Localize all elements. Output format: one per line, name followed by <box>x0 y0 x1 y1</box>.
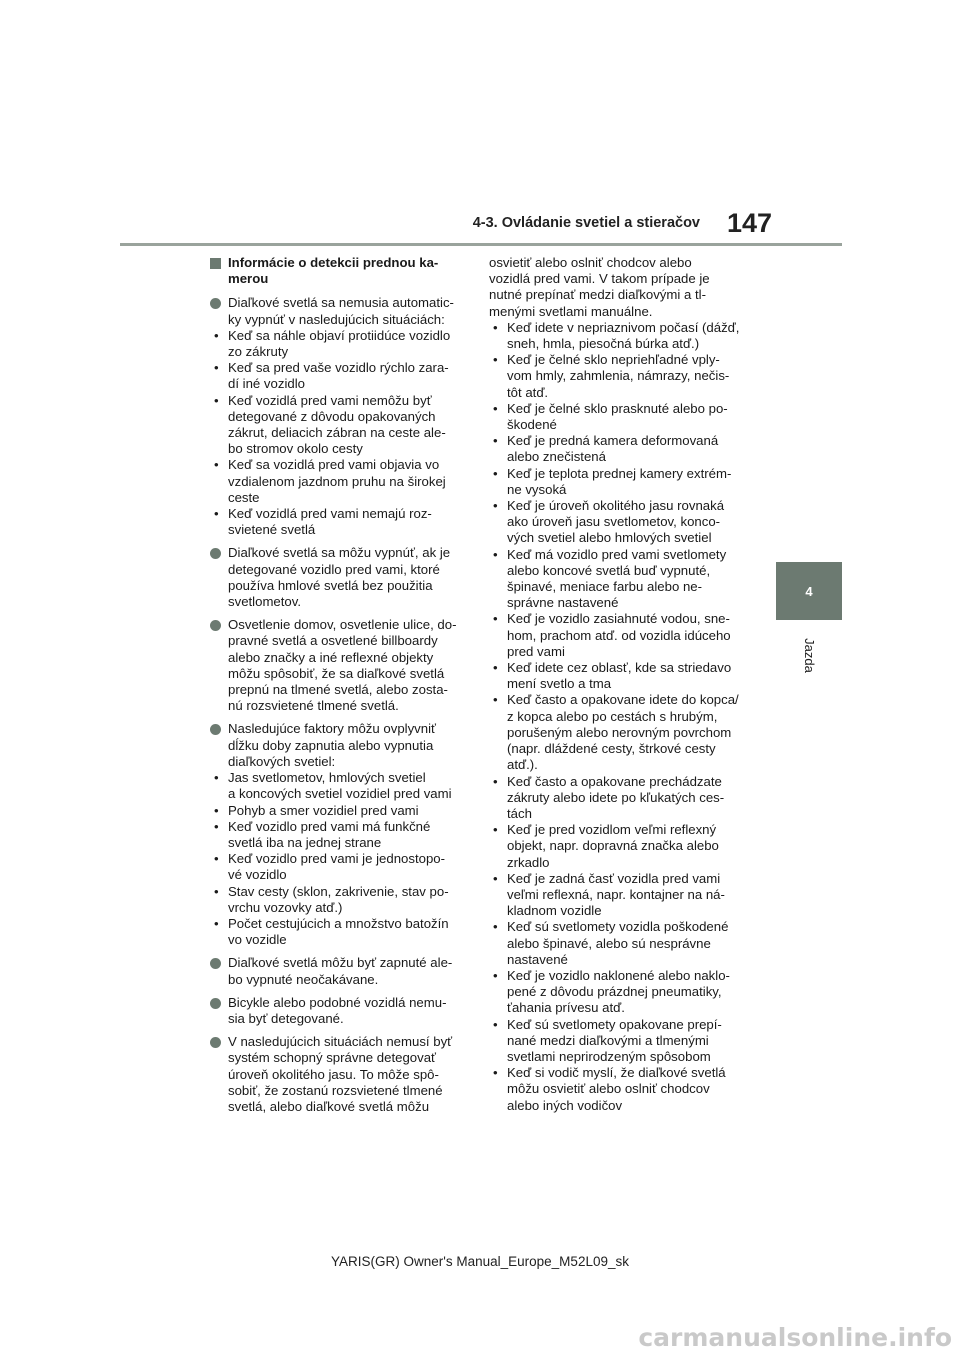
bullet-icon: • <box>493 1016 498 1032</box>
list-item-text: Keď sú svetlomety vozidla poškodené alebo špinavé, alebo sú nesprávne nastavené <box>507 919 729 967</box>
bullet-icon: • <box>493 919 498 935</box>
paragraph-text: Diaľkové svetlá môžu byť zapnuté ale- bo vypnuté neočakávane. <box>228 955 453 987</box>
list-item <box>489 611 751 660</box>
paragraph-block <box>210 617 468 714</box>
bullet-icon: • <box>493 822 498 838</box>
bullet-icon: • <box>493 546 498 562</box>
bullet-icon: • <box>214 883 219 899</box>
bullet-icon: • <box>493 433 498 449</box>
bullet-list <box>210 328 468 539</box>
chapter-label: Jazda <box>801 637 817 673</box>
bullet-icon: • <box>214 457 219 473</box>
bullet-icon: • <box>493 498 498 514</box>
list-item <box>489 320 751 352</box>
bullet-icon: • <box>214 915 219 931</box>
list-item <box>210 360 468 392</box>
list-item-text: Keď je zadná časť vozidla pred vami veľmi reflexná, napr. kontajner na ná- kladnom vozidle <box>507 870 725 919</box>
list-item <box>210 457 468 506</box>
list-item-text: Počet cestujúcich a množstvo batožín vo vozidle <box>228 915 449 948</box>
list-item <box>489 919 751 968</box>
list-item <box>489 1017 751 1066</box>
section-heading <box>210 255 468 287</box>
list-item-text: Keď vozidlo pred vami má funkčné svetlá iba na jednej strane <box>228 818 431 850</box>
paragraph-block <box>210 295 468 538</box>
list-item-text: Jas svetlometov, hmlových svetiel a koncových svetiel vozidiel pred vami <box>228 770 452 802</box>
list-item <box>210 803 468 819</box>
list-item <box>489 401 751 433</box>
paragraph-block <box>210 1034 468 1115</box>
list-item-text: Keď vozidlá pred vami nemajú roz- svietené svetlá <box>228 506 432 538</box>
circle-bullet-icon <box>210 620 221 631</box>
section-heading-text: Informácie o detekcii prednou ka- merou <box>228 255 439 287</box>
paragraph-text: Diaľkové svetlá sa môžu vypnúť, ak je detegované vozidlo pred vami, ktoré používa hmlové svetlá bez použitia svetlometov. <box>228 545 451 610</box>
list-item-text: Keď často a opakovane idete do kopca/ z kopca alebo po cestách s hrubým, porušeným alebo nerovným povrchom (napr. dláždené cesty, štrkové cesty atď.). <box>507 692 739 773</box>
left-blocks <box>210 295 468 1115</box>
header-rule <box>120 243 842 246</box>
list-item <box>489 871 751 920</box>
bullet-icon: • <box>493 967 498 983</box>
list-item <box>489 774 751 823</box>
circle-bullet-icon <box>210 548 221 559</box>
list-item <box>489 433 751 465</box>
list-item <box>210 851 468 883</box>
list-item <box>489 822 751 871</box>
list-item-text: Keď je čelné sklo nepriehľadné vply- vom hmly, zahmlenia, námrazy, nečis- tôt atď. <box>507 352 730 400</box>
list-item-text: Keď je pred vozidlom veľmi reflexný objekt, napr. dopravná značka alebo zrkadlo <box>507 822 719 870</box>
paragraph-block <box>210 995 468 1027</box>
bullet-icon: • <box>493 773 498 789</box>
bullet-icon: • <box>493 660 498 676</box>
bullet-icon: • <box>493 870 498 886</box>
list-item <box>489 352 751 401</box>
watermark: carmanualsonline.info <box>638 1323 952 1352</box>
circle-bullet-icon <box>210 724 221 735</box>
bullet-icon: • <box>214 327 219 343</box>
list-item <box>489 692 751 773</box>
list-item <box>489 660 751 692</box>
bullet-list <box>210 770 468 948</box>
page-number: 147 <box>726 208 772 238</box>
list-item-text: Pohyb a smer vozidiel pred vami <box>228 802 419 818</box>
bullet-icon: • <box>214 818 219 834</box>
list-item-text: Keď sa vozidlá pred vami objavia vo vzdialenom jazdnom pruhu na širokej ceste <box>228 457 446 505</box>
list-item-text: Keď často a opakovane prechádzate zákruty alebo idete po kľukatých ces- tách <box>507 773 725 821</box>
bullet-icon: • <box>493 692 498 708</box>
paragraph-text: Osvetlenie domov, osvetlenie ulice, do- pravné svetlá a osvetlené billboardy alebo značky a iné reflexné objekty môžu spôsobiť, že sa diaľkové svetlá prepnú na tlmené svetlá, alebo zosta- nú rozsvietené tlmené svetlá. <box>228 617 457 714</box>
list-item-text: Keď vozidlá pred vami nemôžu byť detegované z dôvodu opakovaných zákrut, deliacich zábran na ceste ale- bo stromov okolo cesty <box>228 392 446 457</box>
list-item <box>210 328 468 360</box>
right-column <box>489 255 751 1114</box>
list-item-text: Keď sa náhle objaví protiidúce vozidlo zo zákruty <box>228 327 451 360</box>
left-column <box>210 255 468 1122</box>
list-item-text: Keď idete cez oblasť, kde sa striedavo mení svetlo a tma <box>507 660 732 692</box>
right-bullet-list <box>489 320 751 1114</box>
square-bullet-icon <box>210 258 221 269</box>
circle-bullet-icon <box>210 1037 221 1048</box>
paragraph-text: V nasledujúcich situáciách nemusí byť systém schopný správne detegovať úroveň okolitého jasu. To môže spô- sobiť, že zostanú rozsvietené tlmené svetlá, alebo diaľkové svetlá môžu <box>228 1034 453 1114</box>
chapter-tab[interactable] <box>776 562 842 620</box>
list-item-text: Keď vozidlo pred vami je jednostopo- vé vozidlo <box>228 851 446 883</box>
paragraph-text: Diaľkové svetlá sa nemusia automatic- ky vypnúť v nasledujúcich situáciách: <box>228 295 454 327</box>
list-item-text: Keď je vozidlo zasiahnuté vodou, sne- hom, prachom atď. od vozidla idúceho pred vami <box>507 611 731 659</box>
list-item <box>489 466 751 498</box>
list-item-text: Keď je čelné sklo prasknuté alebo po- škodené <box>507 400 728 433</box>
list-item-text: Keď je úroveň okolitého jasu rovnaká ako úroveň jasu svetlometov, konco- vých svetiel alebo hmlových svetiel <box>507 498 725 546</box>
bullet-icon: • <box>214 770 219 786</box>
bullet-icon: • <box>214 851 219 867</box>
paragraph-block <box>210 955 468 987</box>
bullet-icon: • <box>214 506 219 522</box>
list-item-text: Keď si vodič myslí, že diaľkové svetlá môžu osvietiť alebo oslniť chodcov alebo iných vodičov <box>507 1065 726 1113</box>
circle-bullet-icon <box>210 298 221 309</box>
list-item-text: Keď je teplota prednej kamery extrém- ne vysoká <box>507 465 732 497</box>
paragraph-text: Bicykle alebo podobné vozidlá nemu- sia byť detegované. <box>228 994 447 1026</box>
list-item <box>210 506 468 538</box>
list-item-text: Keď sa pred vaše vozidlo rýchlo zara- dí iné vozidlo <box>228 360 449 392</box>
bullet-icon: • <box>493 352 498 368</box>
list-item <box>210 884 468 916</box>
bullet-icon: • <box>214 392 219 408</box>
bullet-icon: • <box>493 400 498 416</box>
bullet-icon: • <box>493 611 498 627</box>
bullet-icon: • <box>493 1065 498 1081</box>
list-item <box>489 968 751 1017</box>
bullet-icon: • <box>214 802 219 818</box>
bullet-icon: • <box>493 465 498 481</box>
footer-text: YARIS(GR) Owner's Manual_Europe_M52L09_sk <box>331 1254 629 1269</box>
list-item <box>489 1065 751 1114</box>
section-title: 4-3. Ovládanie svetiel a stieračov <box>472 215 700 231</box>
list-item <box>210 770 468 802</box>
bullet-icon: • <box>214 360 219 376</box>
list-item-text: Keď idete v nepriaznivom počasí (dážď, sneh, hmla, piesočná búrka atď.) <box>507 319 740 352</box>
circle-bullet-icon <box>210 958 221 969</box>
list-item <box>210 916 468 948</box>
paragraph-block <box>210 721 468 948</box>
list-item <box>489 498 751 547</box>
list-item <box>210 393 468 458</box>
chapter-label-container <box>776 630 842 680</box>
list-item-text: Stav cesty (sklon, zakrivenie, stav po- vrchu vozovky atď.) <box>228 883 449 915</box>
list-item-text: Keď je predná kamera deformovaná alebo znečistená <box>507 433 719 465</box>
right-intro: osvietiť alebo oslniť chodcov alebo vozidlá pred vami. V takom prípade je nutné prepínať medzi diaľkovými a tl- menými svetlami manuálne. <box>489 255 710 319</box>
chapter-number: 4 <box>805 583 813 599</box>
list-item-text: Keď má vozidlo pred vami svetlomety alebo koncové svetlá buď vypnuté, špinavé, meniace farbu alebo ne- správne nastavené <box>507 546 727 611</box>
list-item-text: Keď sú svetlomety opakovane prepí- nané medzi diaľkovými a tlmenými svetlami neprirodzeným spôsobom <box>507 1016 722 1064</box>
circle-bullet-icon <box>210 998 221 1009</box>
paragraph-text: Nasledujúce faktory môžu ovplyvniť dĺžku doby zapnutia alebo vypnutia diaľkových svetiel: <box>228 721 436 769</box>
paragraph-block <box>210 545 468 610</box>
bullet-icon: • <box>493 319 498 335</box>
list-item-text: Keď je vozidlo naklonené alebo naklo- pené z dôvodu prázdnej pneumatiky, ťahania prívesu atď. <box>507 967 730 1016</box>
list-item <box>210 819 468 851</box>
list-item <box>489 547 751 612</box>
